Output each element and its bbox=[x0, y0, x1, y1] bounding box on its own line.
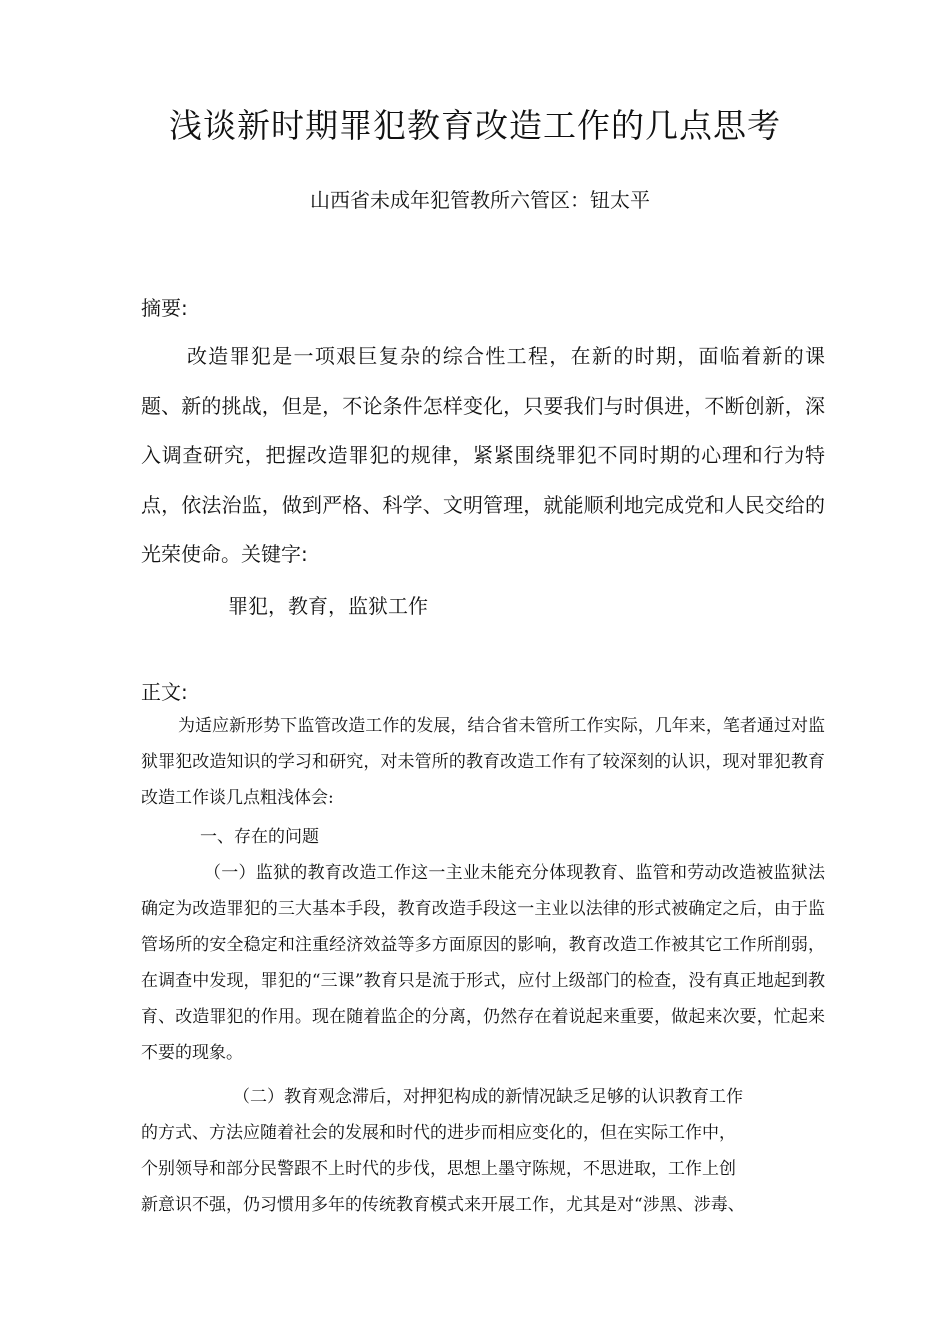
keywords-text: 罪犯，教育，监狱工作 bbox=[228, 594, 428, 618]
body-heading: 正文: bbox=[141, 680, 188, 704]
item-two-line: 的方式、方法应随着社会的发展和时代的进步而相应变化的，但在实际工作中， bbox=[141, 1123, 736, 1143]
item-one-paragraph: （一）监狱的教育改造工作这一主业未能充分体现教育、监管和劳动改造被监狱法确定为改造罪犯的三大基本手段，教育改造手段这一主业以法律的形式被确定之后，由于监管场所的安全稳定和注重经济效益等多方面原因的影响，教育改造工作被其它工作所削弱，在调查中发现，罪犯的“三课”教育只是流于形式，应付上级部门的检查，没有真正地起到教育、改造罪犯的作用。现在随着监企的分离，仍然存在着说起来重要，做起来次要，忙起来不要的现象。 bbox=[141, 863, 825, 1063]
section-title: 一、存在的问题 bbox=[200, 827, 319, 847]
document-title: 浅谈新时期罪犯教育改造工作的几点思考 bbox=[169, 106, 781, 145]
item-two-line: （二）教育观念滞后，对押犯构成的新情况缺乏足够的认识教育工作 bbox=[233, 1087, 743, 1107]
item-two-paragraph bbox=[141, 1079, 825, 1223]
author-line: 山西省未成年犯管教所六管区：钮太平 bbox=[310, 188, 650, 212]
abstract-text: 改造罪犯是一项艰巨复杂的综合性工程，在新的时期，面临着新的课题、新的挑战，但是，不论条件怎样变化，只要我们与时俱进，不断创新，深入调查研究，把握改造罪犯的规律，紧紧围绕罪犯不同时期的心理和行为特点，依法治监，做到严格、科学、文明管理，就能顺利地完成党和人民交给的光荣使命。关键字: bbox=[141, 344, 825, 566]
abstract-heading: 摘要: bbox=[141, 296, 188, 320]
intro-paragraph: 为适应新形势下监管改造工作的发展，结合省未管所工作实际，几年来，笔者通过对监狱罪犯改造知识的学习和研究，对未管所的教育改造工作有了较深刻的认识，现对罪犯教育改造工作谈几点粗浅体会: bbox=[141, 716, 825, 808]
item-two-line: 新意识不强，仍习惯用多年的传统教育模式来开展工作，尤其是对“涉黑、涉毒、 bbox=[141, 1195, 745, 1215]
item-two-line: 个别领导和部分民警跟不上时代的步伐，思想上墨守陈规，不思进取，工作上创 bbox=[141, 1159, 736, 1179]
